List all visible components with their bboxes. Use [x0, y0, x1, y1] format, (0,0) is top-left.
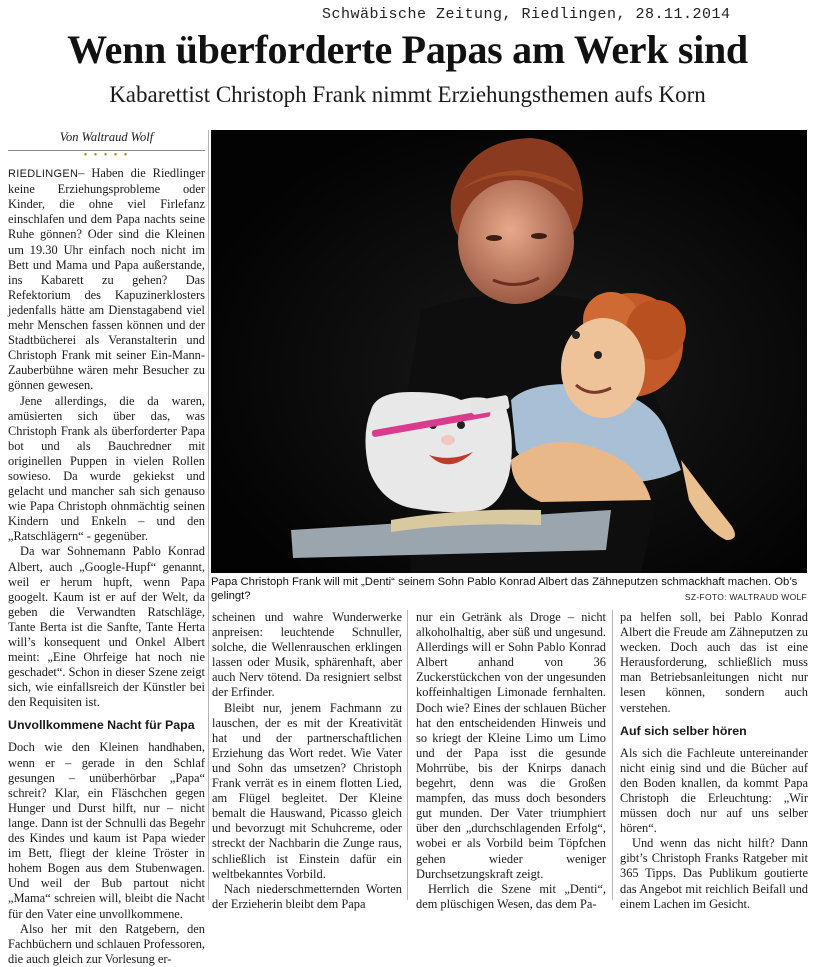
- paragraph: Herrlich die Szene mit „Denti“, dem plüschigen Wesen, das dem Pa-: [416, 881, 606, 911]
- column-divider: [407, 610, 408, 900]
- paragraph: Doch wie den Kleinen handhaben, wenn er – gerade in den Schlaf gesungen – unüberhörbar „Papa“ schreit? Klar, ein Fläschchen gegen Hunger und Durst hilft, nur – nicht lange. Dann ist der Schnulli das Begehr des Kindes und kaum ist Papa wieder im Bett, fliegt der kleine Tröster in hohem Bogen aus dem Stubenwagen. Und weil der Bub partout nicht „Mama“ schreien will, bleibt die Nacht für den Vater eine unvollkommene.: [8, 740, 205, 921]
- paragraph: Und wenn das nicht hilft? Dann gibt’s Christoph Franks Ratgeber mit 365 Tipps. Das Publikum goutierte das Angebot mit reichlich Beifall und einem Lachen im Gesicht.: [620, 836, 808, 911]
- paragraph: Bleibt nur, jenem Fachmann zu lauschen, der es mit der Kreativität hat und der partnerschaftlichen Erziehung das Wort redet. Wie Vater und Sohn das umsetzen? Christoph Frank verrät es in einem flotten Lied, am Flügel begleitet. Der Kleine bemalt die Hauswand, Picasso gleich und bevorzugt mit Schuhcreme, oder streckt der Nachbarin die Zunge raus, schließlich ist Einstein dafür ein weltbekanntes Vorbild.: [212, 700, 402, 881]
- byline-dots: • • • • •: [83, 150, 130, 162]
- photo-credit: SZ-FOTO: WALTRAUD WOLF: [684, 592, 807, 602]
- column-divider: [208, 130, 209, 900]
- headline: Wenn überforderte Papas am Werk sind: [67, 27, 748, 72]
- article-column-1: [8, 130, 205, 967]
- article-column-2: [212, 610, 402, 912]
- paragraph: Nach niederschmetternden Worten der Erzieherin bleibt dem Papa: [212, 881, 402, 911]
- article-column-4: [620, 610, 808, 912]
- paragraph: Als sich die Fachleute untereinander nicht einig sind und die Bücher auf den Boden knallen, da kommt Papa Christoph die Erleuchtung: „Wir müssen doch nur auf uns selber hören“.: [620, 745, 808, 836]
- article-column-3: [416, 610, 606, 912]
- lead-paragraph: RIEDLINGEN– Haben die Riedlinger keine Erziehungsprobleme oder Kinder, die ohne viel Firlefanz einschlafen und dem Papa nachts seine Ruhe gönnen? Oder sind die Kleinen um 19.30 Uhr einfach noch nicht im Bett und Mama und Papa außerstande, ins Kabarett zu gehen? Das Refektorium des Kapuzinerklosters jedenfalls hätte am Dienstagabend viel mehr Menschen fassen können und der Stadtbücherei als Veranstalterin und Christoph Frank mit seiner Ein-Mann-Zauberbühne wären mehr Besucher zu gönnen gewesen.: [8, 166, 205, 393]
- byline: Von Waltraud Wolf: [8, 130, 205, 151]
- paragraph: pa helfen soll, bei Pablo Konrad Albert die Freude am Zähneputzen zu wecken. Doch auch das ist eine Herausforderung, schließlich muss man Betriebsanleitungen nicht nur lesen können, sondern auch verstehen.: [620, 610, 808, 715]
- denti-tooth-puppet: [365, 392, 511, 512]
- article-photo: [211, 130, 807, 573]
- dateline: RIEDLINGEN: [8, 168, 79, 181]
- paragraph: Also her mit den Ratgebern, den Fachbüchern und schlauen Professoren, die auch gleich zur Vorlesung er-: [8, 921, 205, 966]
- section-heading: Auf sich selber hören: [620, 723, 747, 738]
- paragraph: scheinen und wahre Wunderwerke anpreisen: leuchtende Schnuller, solche, die Wellenrauschen erklingen lassen oder Musik, sphärenhaft, aber auch Nerv tötend. Da resigniert selbst der Erfinder.: [212, 610, 402, 700]
- photo-caption: Papa Christoph Frank will mit „Denti“ seinem Sohn Pablo Konrad Albert das Zähneputzen schmackhaft machen. Ob’s gelingt?: [211, 576, 798, 602]
- paragraph: Da war Sohnemann Pablo Konrad Albert, auch „Google-Hupf“ genannt, weil er herum hupft, wenn Papa googelt. Kaum ist er auf der Welt, da geben die Verwandten Ratschläge, Tante Berta ist die Sanfte, Tante Herta will’s konsequent und Onkel Albert meint: „Eine Ohrfeige hat noch nie geschadet“. Schon in dieser Szene zeigt sich, wie einfallsreich der Künstler bei den Requisiten ist.: [8, 544, 205, 710]
- subheadline: Kabarettist Christoph Frank nimmt Erziehungsthemen aufs Korn: [109, 82, 706, 107]
- column-divider: [612, 610, 613, 900]
- section-heading: Unvollkommene Nacht für Papa: [8, 718, 195, 733]
- paragraph: Jene allerdings, die da waren, amüsierten sich über das, was Christoph Frank als überforderter Papa bot und als Bauchredner mit originellen Puppen in vielen Rollen sowieso. Da wurde gekiekst und gelacht und mancher sah sich genauso wie Papa Christoph ohnmächtig seinen Kindern und Enkeln – und den „Ratschlägern“ - gegenüber.: [8, 393, 205, 544]
- puppet-show-photo: [211, 130, 807, 573]
- newspaper-source-line: Schwäbische Zeitung, Riedlingen, 28.11.2014: [322, 6, 731, 23]
- paragraph: nur ein Getränk als Droge – nicht alkoholhaltig, aber süß und ungesund. Allerdings will er Sohn Pablo Konrad Albert anhand von 36 Zuckerstückchen von der ungesunden koffeinhaltigen Limonade fernhalten. Doch wie? Eines der schlauen Bücher hat den entscheidenden Hinweis und so kriegt der Kleine Limo um Limo und der Papa isst die gesunde Mohrrübe, bis der Knirps danach begehrt, denn was die Großen mampfen, das muss doch besonders gut munden. Der Vater triumphiert über den „durchschlagenden Erfolg“, wobei er als Vorbild beim Töpfchen gehen wieder weniger Durchsetzungskraft zeigt.: [416, 610, 606, 881]
